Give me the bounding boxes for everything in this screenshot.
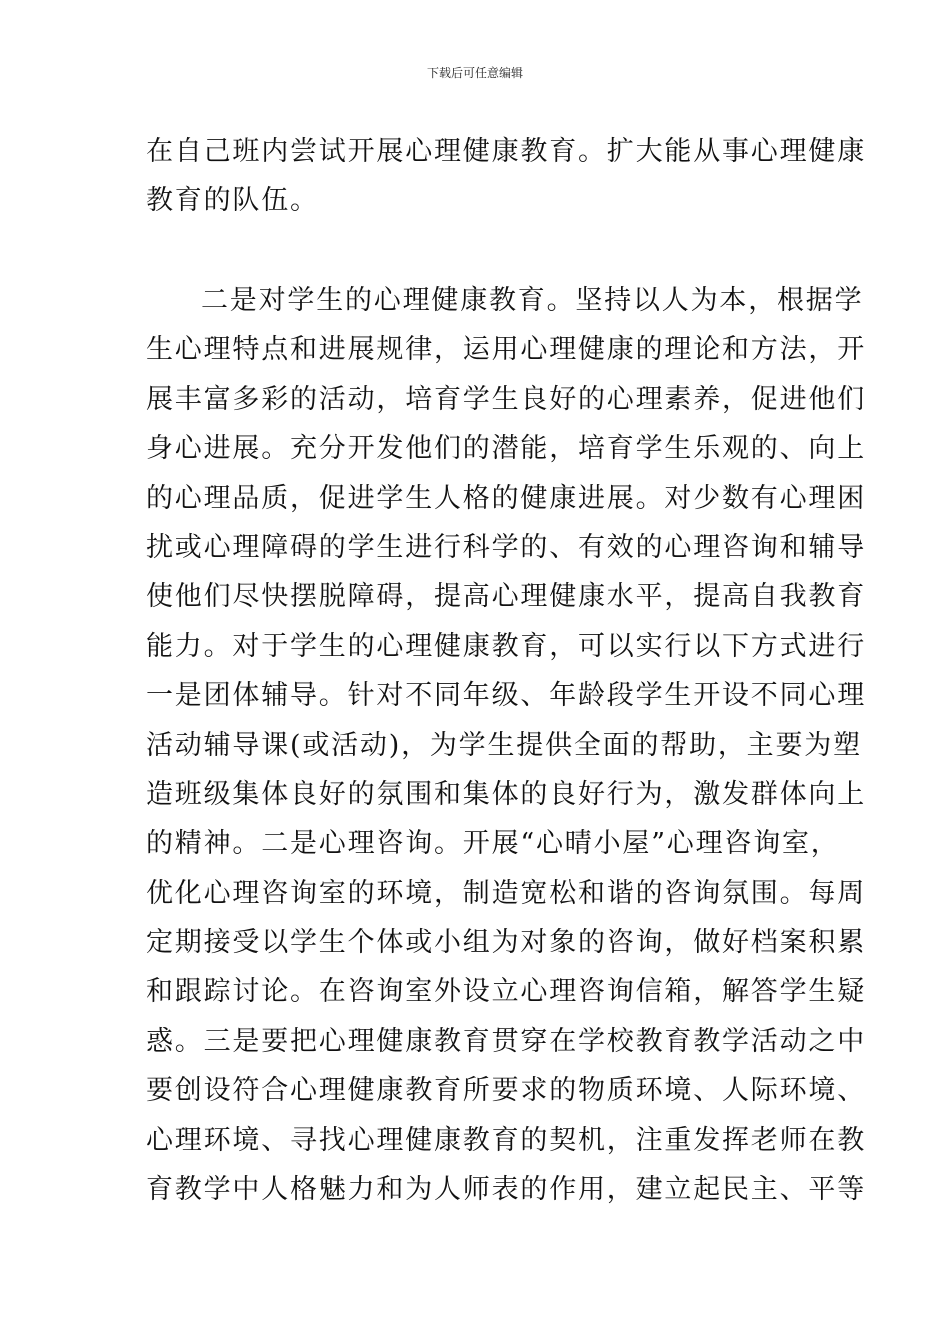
paragraph-1 [146,127,866,226]
text-line: 活动辅导课(或活动)，为学生提供全面的帮助，主要为塑 [146,729,862,761]
text-line: 使他们尽快摆脱障碍，提高心理健康水平，提高自我教育 [146,581,866,613]
text-line: 二是对学生的心理健康教育。坚持以人为本，根据学 [201,285,864,316]
text-line: 造班级集体良好的氛围和集体的良好行为，激发群体向上 [146,778,866,810]
text-line: 的心理品质，促进学生人格的健康进展。对少数有心理困 [146,482,866,514]
paragraph-2 [146,276,866,1214]
text-line: 一是团体辅导。针对不同年级、年龄段学生开设不同心理 [146,680,866,712]
text-line: 扰或心理障碍的学生进行科学的、有效的心理咨询和辅导 [146,531,866,563]
text-line: 教育的队伍。 [146,185,319,217]
text-line: 育教学中人格魅力和为人师表的作用，建立起民主、平等 [146,1174,866,1206]
text-line: 身心进展。充分开发他们的潜能，培育学生乐观的、向上 [146,433,866,465]
text-line: 和跟踪讨论。在咨询室外设立心理咨询信箱，解答学生疑 [146,976,866,1008]
text-line: 要创设符合心理健康教育所要求的物质环境、人际环境、 [146,1075,866,1107]
text-line: 能力。对于学生的心理健康教育，可以实行以下方式进行 [146,630,866,662]
text-line: 展丰富多彩的活动，培育学生良好的心理素养，促进他们 [146,383,866,415]
text-line: 的精神。二是心理咨询。开展“心晴小屋”心理咨询室， [146,828,840,860]
text-line: 优化心理咨询室的环境，制造宽松和谐的咨询氛围。每周 [146,877,866,909]
text-line: 在自己班内尝试开展心理健康教育。扩大能从事心理健康 [146,136,866,167]
text-line: 惑。三是要把心理健康教育贯穿在学校教育教学活动之中 [146,1025,866,1057]
text-line: 生心理特点和进展规律，运用心理健康的理论和方法，开 [146,334,866,366]
text-line: 定期接受以学生个体或小组为对象的咨询，做好档案积累 [146,927,866,959]
text-line: 心理环境、寻找心理健康教育的契机，注重发挥老师在教 [146,1124,866,1156]
page-header: 下载后可任意编辑 [426,66,523,80]
